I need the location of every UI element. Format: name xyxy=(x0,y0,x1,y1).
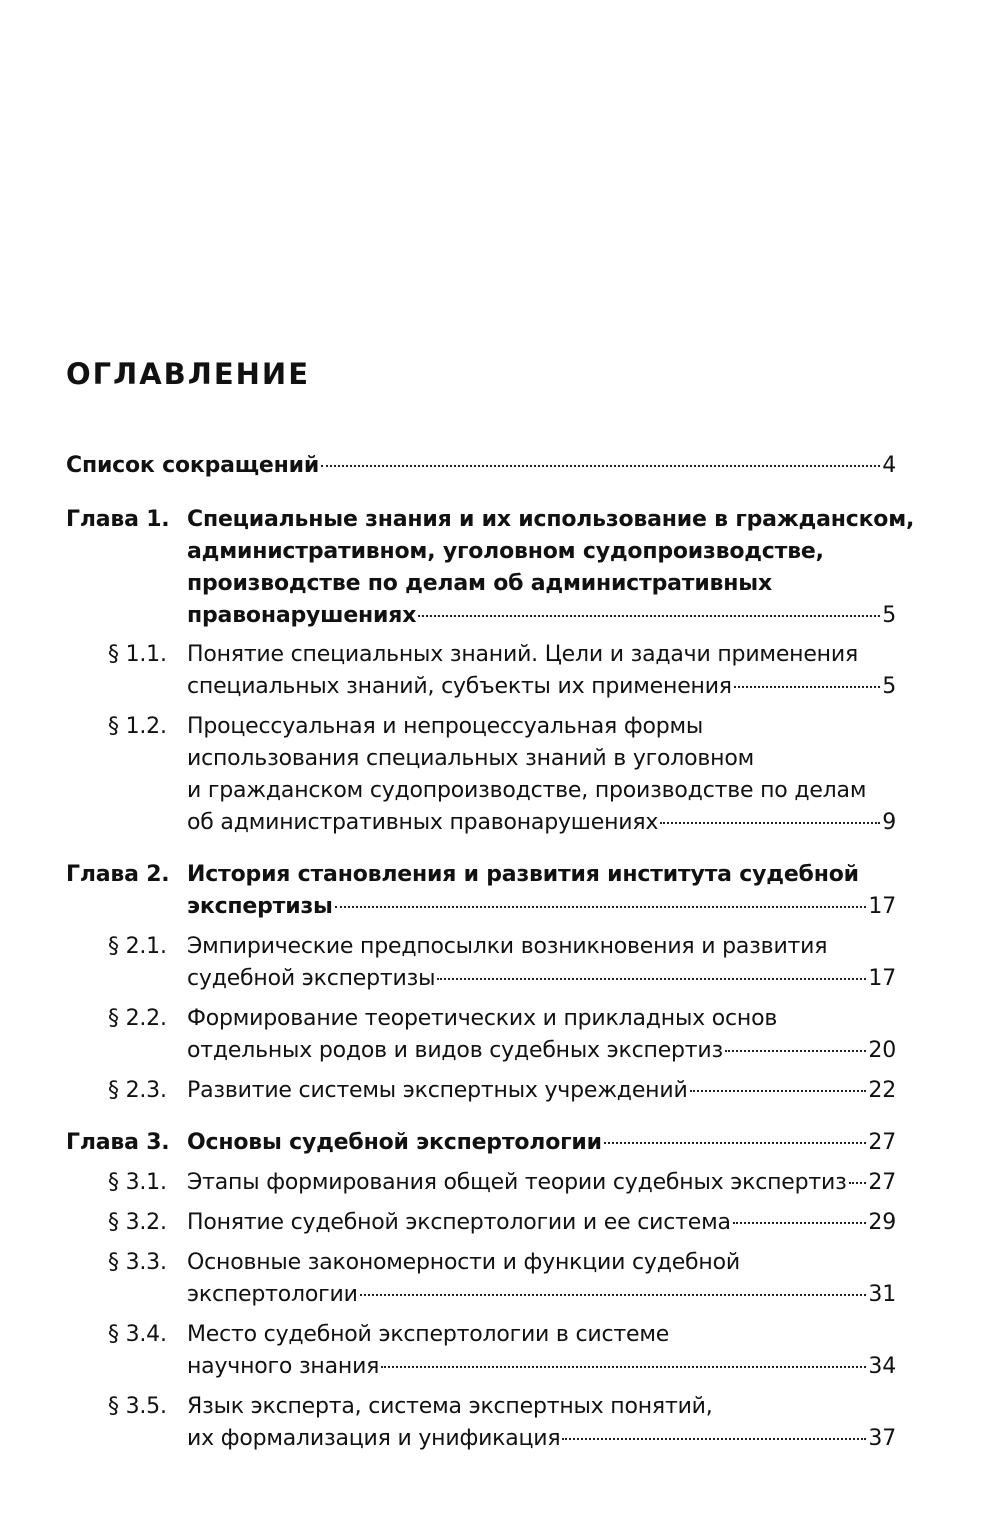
page-number: 27 xyxy=(868,1170,896,1195)
dot-leader xyxy=(335,906,867,908)
entry-title-line: об административных правонарушениях xyxy=(187,810,659,835)
table-of-contents xyxy=(66,450,915,1455)
toc-section-entry xyxy=(66,1391,896,1455)
chapter-number: Глава 3. xyxy=(66,1130,170,1155)
page-number: 5 xyxy=(882,674,896,699)
page-number: 31 xyxy=(868,1282,896,1307)
dot-leader xyxy=(849,1182,867,1184)
dot-leader xyxy=(321,465,880,467)
section-number: § 3.3. xyxy=(108,1250,167,1275)
page-number: 22 xyxy=(868,1078,896,1103)
page-number: 34 xyxy=(868,1354,896,1379)
entry-title xyxy=(187,931,896,995)
entry-last-line xyxy=(187,1351,896,1383)
entry-last-line xyxy=(187,600,896,632)
entry-title-line: экспертологии xyxy=(187,1282,358,1307)
page-number: 9 xyxy=(882,810,896,835)
section-number: § 1.2. xyxy=(108,714,167,739)
page-number: 4 xyxy=(882,453,896,478)
dot-leader xyxy=(690,1090,867,1092)
toc-section-entry xyxy=(66,711,896,839)
entry-title-line: использования специальных знаний в уголовном xyxy=(187,746,755,771)
toc-chapter-entry xyxy=(66,450,896,482)
chapter-number: Глава 2. xyxy=(66,862,170,887)
entry-title xyxy=(187,711,896,839)
toc-section-entry xyxy=(66,639,896,703)
toc-section-entry xyxy=(66,1207,896,1239)
entry-title xyxy=(187,1319,896,1383)
entry-last-line xyxy=(187,671,896,703)
entry-title xyxy=(187,1127,896,1159)
toc-chapter-entry xyxy=(66,504,915,632)
dot-leader xyxy=(437,978,866,980)
dot-leader xyxy=(418,615,880,617)
entry-title xyxy=(66,450,896,482)
dot-leader xyxy=(725,1050,866,1052)
entry-title xyxy=(187,1391,896,1455)
section-number: § 3.4. xyxy=(108,1322,167,1347)
entry-title xyxy=(187,1207,896,1239)
entry-title xyxy=(187,1247,896,1311)
entry-title-line: Процессуальная и непроцессуальная формы xyxy=(187,714,704,739)
page-number: 5 xyxy=(882,603,896,628)
section-number: § 2.1. xyxy=(108,934,167,959)
entry-title-line: Понятие специальных знаний. Цели и задачи применения xyxy=(187,642,858,667)
entry-title-line: научного знания xyxy=(187,1354,380,1379)
entry-title-line: Место судебной экспертологии в системе xyxy=(187,1322,670,1347)
chapter-number: Глава 1. xyxy=(66,507,170,532)
dot-leader xyxy=(562,1438,866,1440)
entry-last-line xyxy=(187,1207,896,1239)
entry-title-line: Язык эксперта, система экспертных понятий, xyxy=(187,1394,713,1419)
entry-title xyxy=(187,1003,896,1067)
section-number: § 3.2. xyxy=(108,1210,167,1235)
entry-title-line: и гражданском судопроизводстве, производстве по делам xyxy=(187,778,867,803)
entry-title-line: Специальные знания и их использование в гражданском, xyxy=(187,507,915,532)
entry-title xyxy=(187,1075,896,1107)
entry-last-line xyxy=(66,450,896,482)
dot-leader xyxy=(381,1366,866,1368)
page-number: 17 xyxy=(868,966,896,991)
entry-title-line: Эмпирические предпосылки возникновения и развития xyxy=(187,934,828,959)
section-number: § 3.5. xyxy=(108,1394,167,1419)
page-number: 29 xyxy=(868,1210,896,1235)
section-number: § 2.2. xyxy=(108,1006,167,1031)
entry-title-line: Основы судебной экспертологии xyxy=(187,1130,602,1155)
entry-title xyxy=(187,504,915,632)
entry-last-line xyxy=(187,1127,896,1159)
page-number: 27 xyxy=(868,1130,896,1155)
entry-last-line xyxy=(187,807,896,839)
dot-leader xyxy=(360,1294,867,1296)
dot-leader xyxy=(734,686,880,688)
toc-chapter-entry xyxy=(66,1127,896,1159)
entry-title-line: их формализация и унификация xyxy=(187,1426,561,1451)
entry-title xyxy=(187,859,896,923)
entry-last-line xyxy=(187,963,896,995)
toc-section-entry xyxy=(66,1247,896,1311)
dot-leader xyxy=(733,1222,867,1224)
dot-leader xyxy=(660,822,880,824)
toc-section-entry xyxy=(66,1003,896,1067)
entry-title xyxy=(187,1167,896,1199)
entry-title-line: административном, уголовном судопроизводстве, xyxy=(187,539,824,564)
entry-title-line: специальных знаний, субъекты их применения xyxy=(187,674,732,699)
entry-title-line: правонарушениях xyxy=(187,603,417,628)
entry-last-line xyxy=(187,1279,896,1311)
entry-last-line xyxy=(187,1075,896,1107)
entry-last-line xyxy=(187,1167,896,1199)
dot-leader xyxy=(604,1142,867,1144)
entry-title-line: История становления и развития института судебной xyxy=(187,862,859,887)
toc-section-entry xyxy=(66,1167,896,1199)
toc-chapter-entry xyxy=(66,859,896,923)
page-title: ОГЛАВЛЕНИЕ xyxy=(66,357,311,391)
entry-title-line: Формирование теоретических и прикладных основ xyxy=(187,1006,778,1031)
entry-title-line: Этапы формирования общей теории судебных экспертиз xyxy=(187,1170,847,1195)
entry-title-line: отдельных родов и видов судебных экспертиз xyxy=(187,1038,724,1063)
entry-title-line: экспертизы xyxy=(187,894,333,919)
page-number: 37 xyxy=(868,1426,896,1451)
entry-last-line xyxy=(187,1035,896,1067)
entry-title-line: производстве по делам об административных xyxy=(187,571,772,596)
entry-last-line xyxy=(187,1423,896,1455)
toc-section-entry xyxy=(66,931,896,995)
entry-title-line: Понятие судебной экспертологии и ее система xyxy=(187,1210,731,1235)
entry-title-line: Основные закономерности и функции судебной xyxy=(187,1250,740,1275)
section-number: § 3.1. xyxy=(108,1170,167,1195)
toc-section-entry xyxy=(66,1075,896,1107)
entry-last-line xyxy=(187,891,896,923)
page-number: 17 xyxy=(868,894,896,919)
section-number: § 2.3. xyxy=(108,1078,167,1103)
page-number: 20 xyxy=(868,1038,896,1063)
entry-title-line: судебной экспертизы xyxy=(187,966,436,991)
toc-section-entry xyxy=(66,1319,896,1383)
entry-title-line: Развитие системы экспертных учреждений xyxy=(187,1078,688,1103)
section-number: § 1.1. xyxy=(108,642,167,667)
entry-title-line: Список сокращений xyxy=(66,453,320,478)
entry-title xyxy=(187,639,896,703)
